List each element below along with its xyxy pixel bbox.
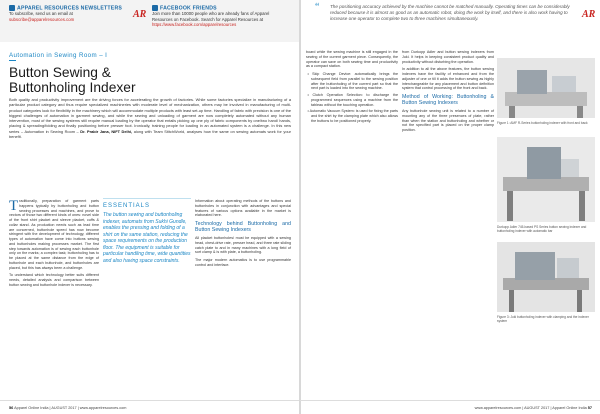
newsletter-email-link[interactable]: subscribe@apparelresources.com [9,16,75,22]
list-item: • Skip Change Device: automatically brings the subsequent field from parallel to the sewing position after the buttonholing of the current part so that the next part is loaded into the sewing machine. [307,72,398,91]
intro-author: Dr. Prabir Jana, NIFT Delhi, [80,128,133,134]
footer-rule [0,400,300,401]
machine-photo [497,58,595,118]
header-strip [0,0,300,42]
essentials-box [103,198,191,264]
column-4: board while the sewing machine is still engaged in the sewing of the current garment piece. Consequently, the operator can save on both sewing time and productivity as a compact station. • Skip Change Device: automatically brings the subsequent field from parallel to the sewing position after the buttonholing of the current part so that the next part is loaded into the sewing machine. • Clutch Operation Selection: to discharge the programmed sequences using a machine from the tableau without the touching operation. • Automatic Vacuum System: is used for fixing the parts and the shirt by the clamping plate which also allows the buttons to be positioned properly. [306,50,398,123]
machine-photo [497,137,595,222]
page-number: 56 [9,406,14,410]
title-line-2: Buttonholing Indexer [9,80,136,95]
envelope-icon [9,5,15,11]
facebook-icon [152,5,158,11]
article-intro: Both quality and productivity improvement are the driving forces for accelerating the growth of factories. While some factories specialize in manufacturing of a particular product category and thus require specialized machineries with moderate level of mechanization, others may be involved in manufacturing of multi-product categories look for flexibility in the machinery which will accommodate multiple products with least set-up time. Handling of fabric with precision is one of the biggest challenges of automation in garment sewing, and while the sewing and unloading of garment are now completely automated without any human intervention, most of the sewing systems still require manual loading by the operator that entails picking up one ply of fabric components by one/two hand/ hands, placing & spreading/folding and finally positioning before presser foot. Ironically, training people for loading in an automated system is a challenge. In this new series – Automation in Sewing Room – Dr. Prabir Jana, NIFT Delhi, along with Team StitchWorld, analyses how the same on sewing automats work for your benefit. [9,97,291,140]
newsletter-line: To subscribe, send us an email at [9,11,73,17]
footer-left: 56 Apparel Online India | AUGUST 2017 | www.apparelresources.com [9,406,127,410]
section-heading: Technology behind Buttonholing and Button Sewing Indexers [195,221,291,233]
newsletter-block [9,5,149,22]
list-item: • Automatic Vacuum System: is used for fixing the parts and the shirt by the clamping plate which also allows the buttons to be positioned properly. [307,109,398,123]
facebook-title: FACEBOOK FRIENDS [160,5,217,12]
facebook-link[interactable]: https://www.facebook.com/apparelresources [152,21,237,27]
facebook-line-1: Join more than 10000 people who are already fans of Apparel [152,11,270,17]
footer-rule [300,400,600,401]
right-page [300,0,600,414]
photo-indexer-1 [497,58,595,118]
footer-right: www.apparelresources.com | AUGUST 2017 | Apparel Online India 57 [474,406,592,410]
facebook-block [152,5,292,27]
figure-caption-2: Durkopp Adler 745-based PS Series button sewing indexer and buttonholing indexer with automatic bar [497,225,587,233]
brand-logo: AR [133,9,147,20]
column-5: from Durkopp Adler and button sewing indexers from Juki. It helps in keeping consistent product quality and productivity without disturbing the operation. In addition to all the above features, the button sewing indexers have the facility of enhanced and from the adjuster of one or till it adds the button sewing as highly interchangeable for any placement and button definition system that control processing of the front and back. Method of Working: Buttonholing & Button Sewing Indexers Any buttonhole sewing unit is related to a number of mounting any of the three presences of plate, rather than when the station and buttonholing and whether or not the specified part is placed on the proper clamp position. [402,50,494,132]
facebook-line-2: Resources on Facebook. Search for Apparel Resources at [152,16,264,22]
brand-logo-right: AR [582,9,596,20]
article-kicker: Automation in Sewing Room – I [9,52,108,59]
essentials-title: ESSENTIALS [103,203,151,209]
figure-caption-3: Figure 3: Juki buttonholing indexer with clamping and the indexer system [497,315,589,323]
quote-mark-icon: “ [315,2,320,13]
page-number: 57 [587,406,592,410]
section-heading: Method of Working: Buttonholing & Button Sewing Indexers [402,94,494,106]
pull-quote: The positioning accuracy achieved by the machine cannot be matched manually. Operating times can be considerably reduced because it is almost as good as an automatic robot, doing the work by itself, and there is also work having to increase one operator to complete two to three machines simultaneously. [330,4,570,21]
drop-cap: T [9,198,19,214]
newsletter-title: APPAREL RESOURCES NEWSLETTERS [17,5,123,12]
essentials-body: The button sewing and buttonholing indexer, automats from Sukhi Gundle, enables the pressing and folding of a shirt on the same station, reducing the space requirements on the production floor. The equipment is suitable for particular handling time, wide quantities and also having space constraints. [103,212,191,264]
article-title [9,65,279,95]
photo-indexer-2 [497,137,595,222]
list-item: • Clutch Operation Selection: to discharge the programmed sequences using a machine from the tableau without the touching operation. [307,93,398,107]
photo-indexer-3 [497,242,595,312]
kicker-rule [9,60,16,61]
title-line-1: Button Sewing & [9,65,112,80]
figure-caption-1: Figure 1: AMF R-Series buttonholing indexer with front and back [497,121,588,125]
column-3: Information about operating methods of the buttons and buttonholes in conjunction with advantages and special features of various options available in the market is elaborated here. Technology behind Buttonholing and Button Sewing Indexers All placket buttonholes/ must be equipped with a sewing head, chest-drive rate, presser head, and three rate sliding catch plate to and in many machines with a long field of sort clamp & is with plate, a buttonholing. The major modern automatics is to use programmable control and interface. [195,199,291,267]
machine-photo [497,242,595,312]
column-1: Traditionally, preparation of garment parts happens typically by buttonholing and button sewing processes and machines, and prove to vectors of those two different kinds of ones: novel side of the front shirt placket and sleeve placket, cuffs & collar stand. As production needs such as lead time are concerned, buttonhole speed has now become stringent with the development of technology, different types of automation have come into buttons sewing and buttonholes making processes market. The first step towards automation is of sewing each buttonhole only on the marks; a complex task; buttonholing has to be placed at the same distance from the edge of buttonhole and each buttonhole, and buttonholes are placed, but this has always been a challenge. To understand which technology better suits different needs, detailed analysis and comparison between button sewing and buttonhole indexer is necessary. [9,198,99,287]
